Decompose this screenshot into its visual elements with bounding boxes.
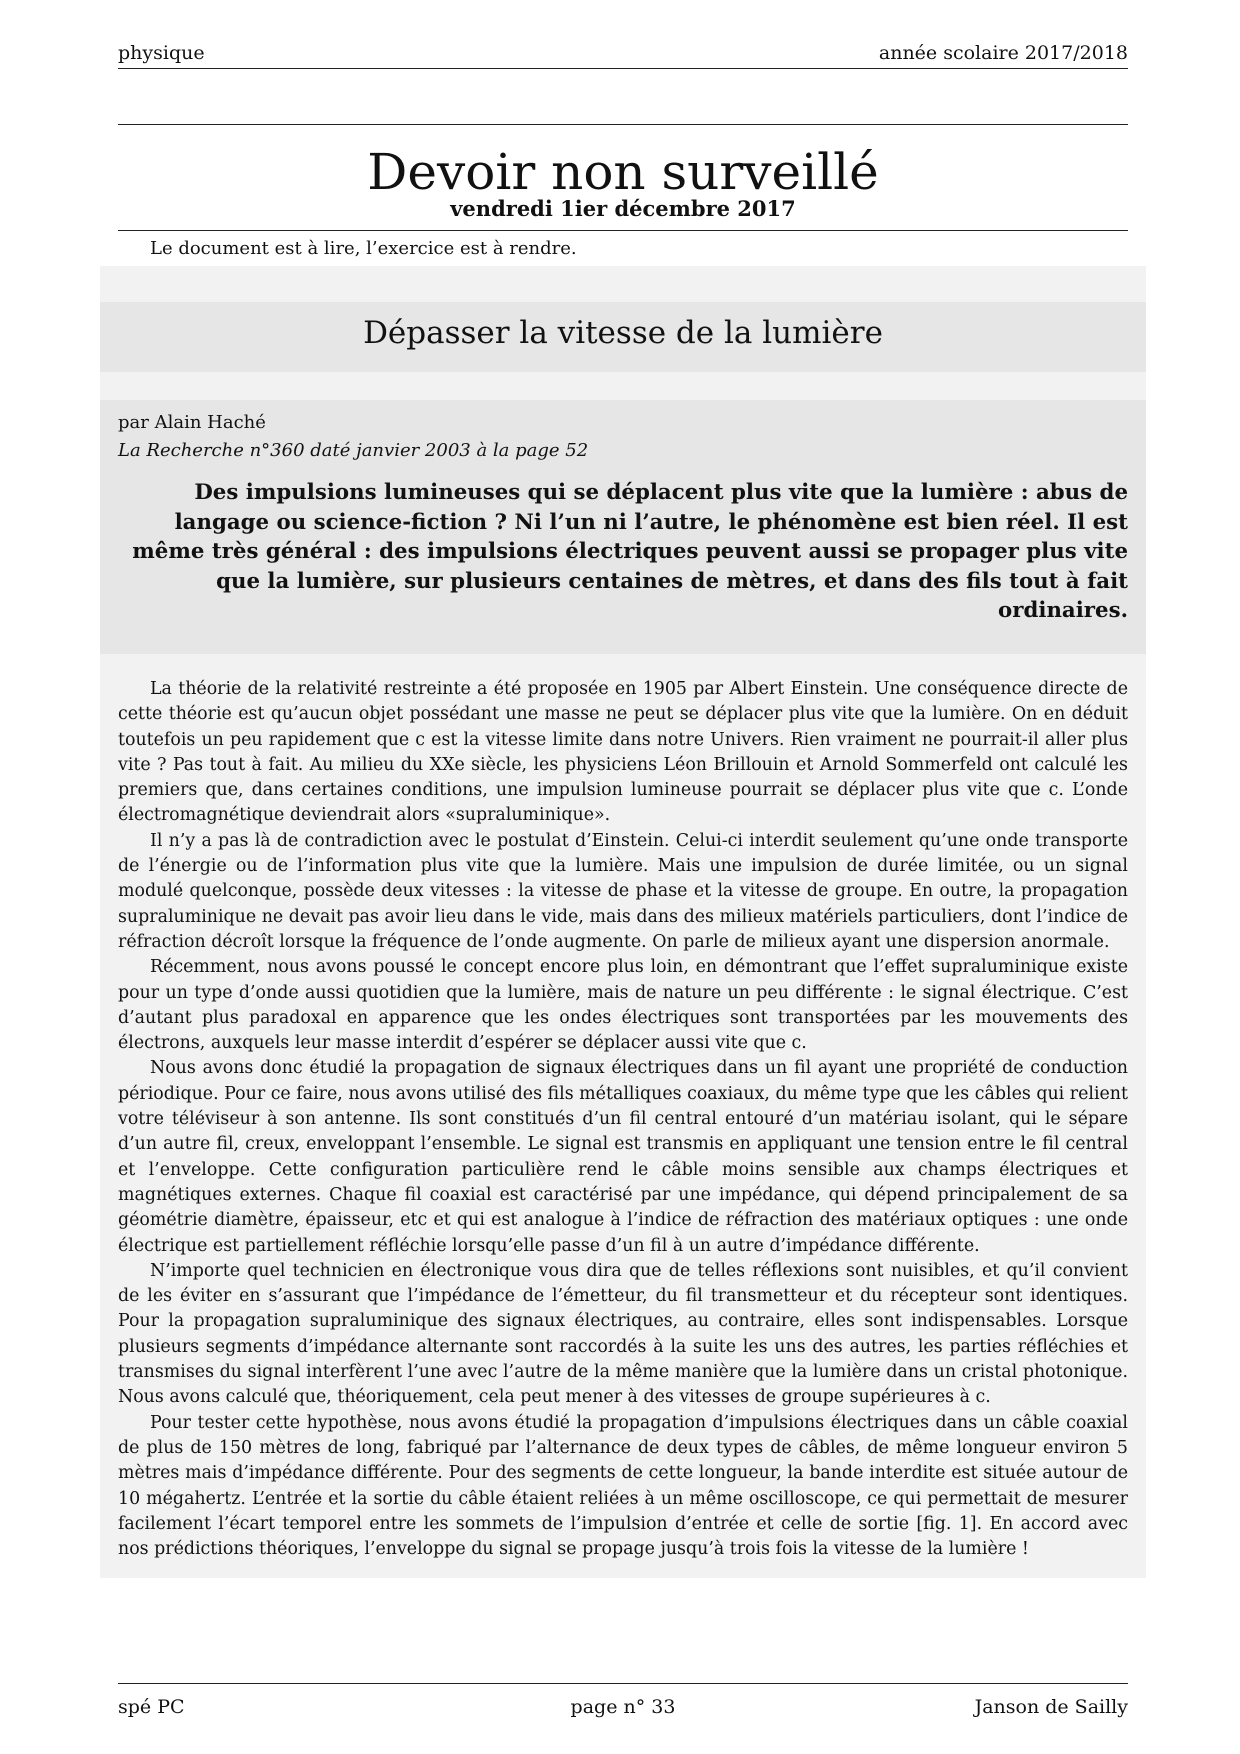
article-title: Dépasser la vitesse de la lumière <box>363 315 883 351</box>
paragraph: N’importe quel technicien en électronique vous dira que de telles réflexions sont nuisibles, et qu’il convient de les éviter en s’assurant que l’impédance de l’émetteur, du fil transmetteur et du récepteur sont identiques. Pour la propagation supraluminique des signaux électriques, au contraire, elles sont indispensables. Lorsque plusieurs segments d’impédance alternante sont raccordés à la suite les uns des autres, les parties réfléchies et transmises du signal interfèrent l’une avec l’autre de la même manière que la lumière dans un cristal photonique. Nous avons calculé que, théoriquement, cela peut mener à des vitesses de groupe supérieures à c. <box>118 1260 1128 1408</box>
article-body <box>118 677 1128 1562</box>
article-lead: Des impulsions lumineuses qui se déplacent plus vite que la lumière : abus de langage ou science-fiction ? Ni l’un ni l’autre, le phénomène est bien réel. Il est même très général : des impulsions électriques peuvent aussi se propager plus vite que la lumière, sur plusieurs centaines de mètres, et dans des fils tout à fait ordinaires. <box>132 480 1128 623</box>
title-rule <box>118 230 1128 231</box>
page-footer <box>118 1683 1128 1724</box>
article-author: par Alain Haché <box>118 412 266 433</box>
doc-date: vendredi 1ier décembre 2017 <box>450 196 796 221</box>
paragraph: Pour tester cette hypothèse, nous avons étudié la propagation d’impulsions électriques dans un câble coaxial de plus de 150 mètres de long, fabriqué par l’alternance de deux types de câbles, de même longueur environ 5 mètres mais d’impédance différente. Pour des segments de cette longueur, la bande interdite est située autour de 10 mégahertz. L’entrée et la sortie du câble étaient reliées à un même oscilloscope, ce qui permettait de mesurer facilement l’écart temporel entre les sommets de l’impulsion d’entrée et celle de sortie [fig. 1]. En accord avec nos prédictions théoriques, l’enveloppe du signal se propage jusqu’à trois fois la vitesse de la lumière ! <box>118 1412 1128 1560</box>
top-rule <box>118 124 1128 125</box>
school-year: année scolaire 2017/2018 <box>878 42 1128 64</box>
school-name: Janson de Sailly <box>974 1696 1128 1718</box>
subject-label: physique <box>118 42 205 64</box>
doc-note: Le document est à lire, l’exercice est à rendre. <box>150 238 577 259</box>
paragraph: Il n’y a pas là de contradiction avec le postulat d’Einstein. Celui-ci interdit seulement qu’une onde transporte de l’énergie ou de l’information plus vite que la lumière. Mais une impulsion de durée limitée, ou un signal modulé quelconque, possède deux vitesses : la vitesse de phase et la vitesse de groupe. En outre, la propagation supraluminique ne devait pas avoir lieu dans le vide, mais dans des milieux matériels particuliers, dont l’indice de réfraction décroît lorsque la fréquence de l’onde augmente. On parle de milieux ayant une dispersion anormale. <box>118 830 1128 952</box>
paragraph: La théorie de la relativité restreinte a été proposée en 1905 par Albert Einstein. Une conséquence directe de cette théorie est qu’aucun objet possédant une masse ne peut se déplacer plus vite que la lumière. On en déduit toutefois un peu rapidement que c est la vitesse limite dans notre Univers. Rien vraiment ne pourrait-il aller plus vite ? Pas tout à fait. Au milieu du XXe siècle, les physiciens Léon Brillouin et Arnold Sommerfeld ont calculé les premiers que, dans certaines conditions, une impulsion lumineuse pourrait se déplacer plus vite que c. L’onde électromagnétique deviendrait alors «supraluminique». <box>118 679 1128 826</box>
paragraph: Récemment, nous avons poussé le concept encore plus loin, en démontrant que l’effet supraluminique existe pour un type d’onde aussi quotidien que la lumière, mais de nature un peu différente : le signal électrique. C’est d’autant plus paradoxal en apparence que les ondes électriques sont transportées par les mouvements des électrons, auxquels leur masse interdit d’espérer se déplacer aussi vite que c. <box>118 957 1128 1054</box>
page-number: page n° 33 <box>570 1696 676 1718</box>
class-label: spé PC <box>118 1696 185 1718</box>
article-source: La Recherche n°360 daté janvier 2003 à la page 52 <box>118 440 589 461</box>
page-header <box>118 40 1128 69</box>
paragraph: Nous avons donc étudié la propagation de signaux électriques dans un fil ayant une propriété de conduction périodique. Pour ce faire, nous avons utilisé des fils métalliques coaxiaux, du même type que les câbles qui relient votre téléviseur à son antenne. Ils sont constitués d’un fil central entouré d’un matériau isolant, qui le sépare d’un autre fil, creux, enveloppant l’ensemble. Le signal est transmis en appliquant une tension entre le fil central et l’enveloppe. Cette configuration particulière rend le câble moins sensible aux champs électriques et magnétiques externes. Chaque fil coaxial est caractérisé par une impédance, qui dépend principalement de sa géométrie diamètre, épaisseur, etc et qui est analogue à l’indice de réfraction des matériaux optiques : une onde électrique est partiellement réfléchie lorsqu’elle passe d’un fil à un autre d’impédance différente. <box>118 1058 1128 1256</box>
doc-title: Devoir non surveillé <box>367 143 879 201</box>
